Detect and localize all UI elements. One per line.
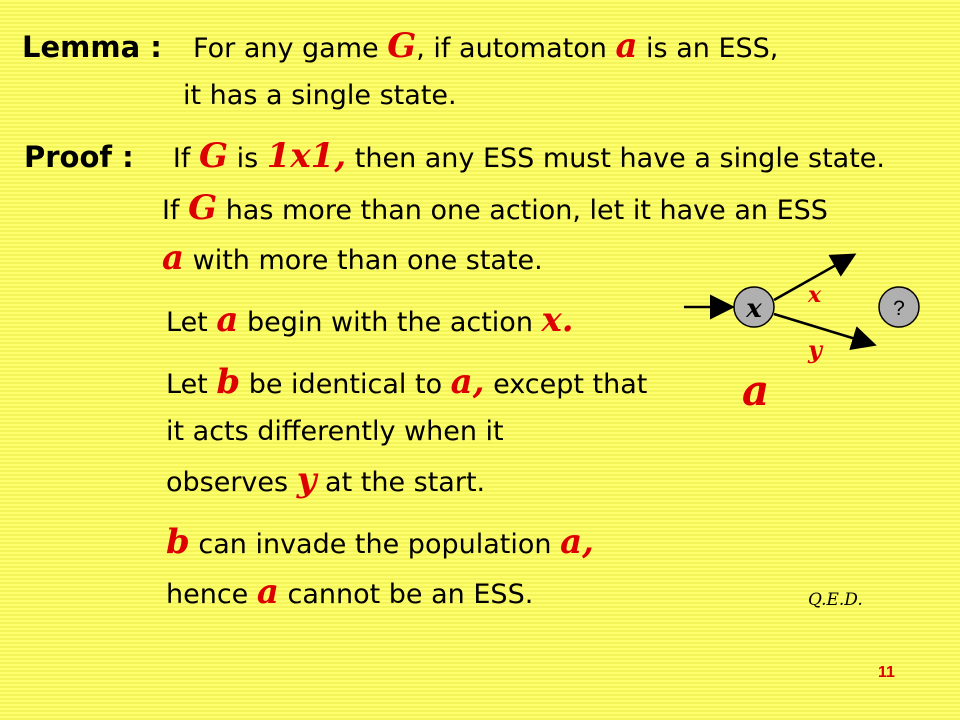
proof-line-8 bbox=[166, 522, 594, 562]
state-label: x bbox=[746, 294, 762, 324]
automaton-diagram bbox=[680, 240, 940, 420]
proof-text: Let bbox=[166, 307, 217, 338]
var-b: b bbox=[216, 362, 241, 402]
lemma-text: For any game bbox=[193, 33, 388, 64]
var-G: G bbox=[387, 26, 417, 66]
var-y: y bbox=[296, 460, 317, 500]
edge-x-label: x bbox=[808, 282, 822, 308]
var-1x1: 1x1, bbox=[266, 136, 347, 176]
proof-line-1 bbox=[24, 136, 885, 176]
var-a: a bbox=[216, 300, 239, 340]
proof-line-4 bbox=[166, 300, 574, 340]
proof-line-5 bbox=[166, 362, 648, 402]
proof-text: begin with the action bbox=[238, 307, 542, 338]
unknown-label: ? bbox=[893, 297, 905, 320]
proof-text: is bbox=[228, 143, 267, 174]
var-x: x. bbox=[541, 300, 574, 340]
proof-text: If bbox=[172, 143, 199, 174]
proof-text: observes bbox=[166, 467, 297, 498]
proof-line-9 bbox=[166, 572, 534, 612]
proof-line-3 bbox=[162, 238, 543, 278]
var-a: a bbox=[162, 238, 185, 278]
proof-text: then any ESS must have a single state. bbox=[346, 143, 885, 174]
proof-text: has more than one action, let it have an ESS bbox=[217, 195, 828, 226]
var-G: G bbox=[188, 188, 218, 228]
proof-text: except that bbox=[484, 369, 648, 400]
lemma-text: , if automaton bbox=[416, 33, 616, 64]
proof-line-6: it acts differently when it bbox=[166, 416, 504, 447]
edge-y-arrow bbox=[774, 314, 872, 344]
proof-label: Proof : bbox=[24, 140, 134, 174]
lemma-label: Lemma : bbox=[22, 30, 162, 64]
var-G: G bbox=[198, 136, 229, 176]
var-a: a, bbox=[560, 522, 594, 562]
proof-text: can invade the population bbox=[189, 529, 561, 560]
var-a: a, bbox=[450, 362, 485, 402]
proof-line-2 bbox=[162, 188, 828, 228]
edge-y-label: y bbox=[808, 335, 822, 364]
proof-text: be identical to bbox=[240, 369, 451, 400]
proof-text: hence bbox=[166, 579, 257, 610]
proof-text: cannot be an ESS. bbox=[278, 579, 534, 610]
var-b: b bbox=[166, 522, 190, 562]
proof-text: with more than one state. bbox=[184, 245, 543, 276]
slide-number: 11 bbox=[878, 664, 895, 681]
proof-text: Let bbox=[166, 369, 217, 400]
qed-mark: Q.E.D. bbox=[808, 590, 863, 610]
automaton-label: a bbox=[742, 366, 770, 415]
proof-text: at the start. bbox=[316, 467, 486, 498]
var-a: a bbox=[256, 572, 279, 612]
proof-line-7 bbox=[166, 460, 486, 500]
var-a: a bbox=[615, 26, 638, 66]
lemma-line-2: it has a single state. bbox=[183, 80, 457, 111]
lemma-line-1 bbox=[22, 26, 779, 66]
proof-text: If bbox=[162, 195, 189, 226]
lemma-text: is an ESS, bbox=[637, 33, 779, 64]
